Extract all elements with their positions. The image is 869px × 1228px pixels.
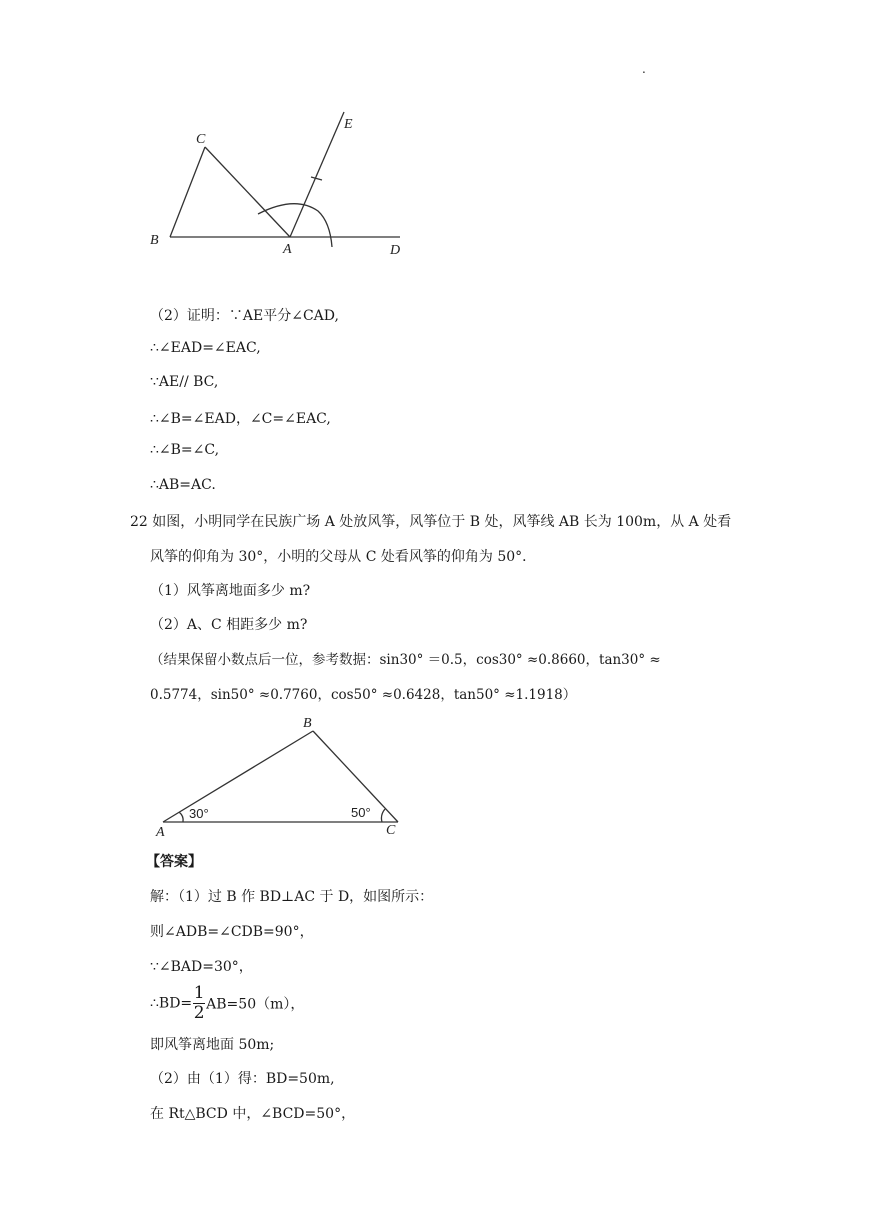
label-C: C (386, 823, 396, 838)
answer-line-7: 在 Rt△BCD 中，∠BCD=50°， (150, 1106, 356, 1122)
question-22-line-2: 风筝的仰角为 30°，小明的父母从 C 处看风筝的仰角为 50°． (150, 549, 537, 565)
answer-line-3: ∵∠BAD=30°， (150, 959, 253, 975)
question-22-line-1: 22 如图，小明同学在民族广场 A 处放风筝，风筝位于 B 处，风筝线 AB 长为 100m，从 A 处看 (130, 514, 732, 530)
proof-line-1: （2）证明：∵AE平分∠CAD, (150, 308, 339, 324)
question-22-sub-2: （2）A、C 相距多少 m? (150, 617, 308, 633)
proof-line-5: ∴∠B=∠C, (150, 442, 220, 458)
label-B: B (303, 716, 312, 731)
answer-line-6: （2）由（1）得：BD=50m, (150, 1071, 335, 1087)
figure-angle-bisector (0, 100, 869, 370)
angle-A-label: 30° (189, 806, 209, 821)
question-22-note-1: （结果保留小数点后一位，参考数据：sin30° ＝0.5，cos30° ≈0.8660，tan30° ≈ (150, 652, 661, 668)
label-A: A (283, 242, 292, 257)
label-E: E (344, 117, 353, 132)
label-A: A (156, 825, 165, 840)
answer-line-4-suffix: AB=50（m）， (206, 996, 305, 1013)
fraction-denominator: 2 (193, 1003, 205, 1023)
proof-line-2: ∴∠EAD=∠EAC, (150, 340, 261, 356)
question-22-sub-1: （1）风筝离地面多少 m? (150, 583, 311, 599)
answer-heading: 【答案】 (146, 854, 202, 870)
answer-line-5: 即风筝离地面 50m; (150, 1037, 275, 1053)
label-B: B (150, 233, 159, 248)
fraction-one-half (193, 985, 205, 1022)
page-dot: . (642, 62, 646, 76)
angle-C-label: 50° (351, 805, 371, 820)
label-D: D (390, 243, 401, 258)
proof-line-6: ∴AB=AC. (150, 477, 216, 493)
question-22-note-2: 0.5774，sin50° ≈0.7760，cos50° ≈0.6428，tan50° ≈1.1918） (150, 687, 577, 703)
label-C: C (196, 132, 206, 147)
answer-line-4-prefix: ∴BD= (150, 995, 193, 1012)
proof-line-4: ∴∠B=∠EAD，∠C=∠EAC, (150, 411, 331, 427)
segment-AB (163, 731, 313, 822)
proof-line-3: ∵AE// BC, (150, 374, 219, 390)
tick-mark (311, 177, 322, 180)
angle-arc-A (179, 812, 183, 822)
figure-kite-triangle (0, 710, 869, 840)
fraction-numerator: 1 (193, 983, 205, 1003)
answer-line-1: 解：（1）过 B 作 BD⊥AC 于 D，如图所示： (150, 889, 434, 905)
segment-CA (205, 147, 290, 237)
segment-BC (170, 147, 205, 237)
ray-AE (290, 112, 344, 237)
answer-line-2: 则∠ADB=∠CDB=90°， (150, 924, 314, 940)
answer-line-4 (150, 985, 304, 1022)
angle-arc-C (381, 809, 385, 822)
